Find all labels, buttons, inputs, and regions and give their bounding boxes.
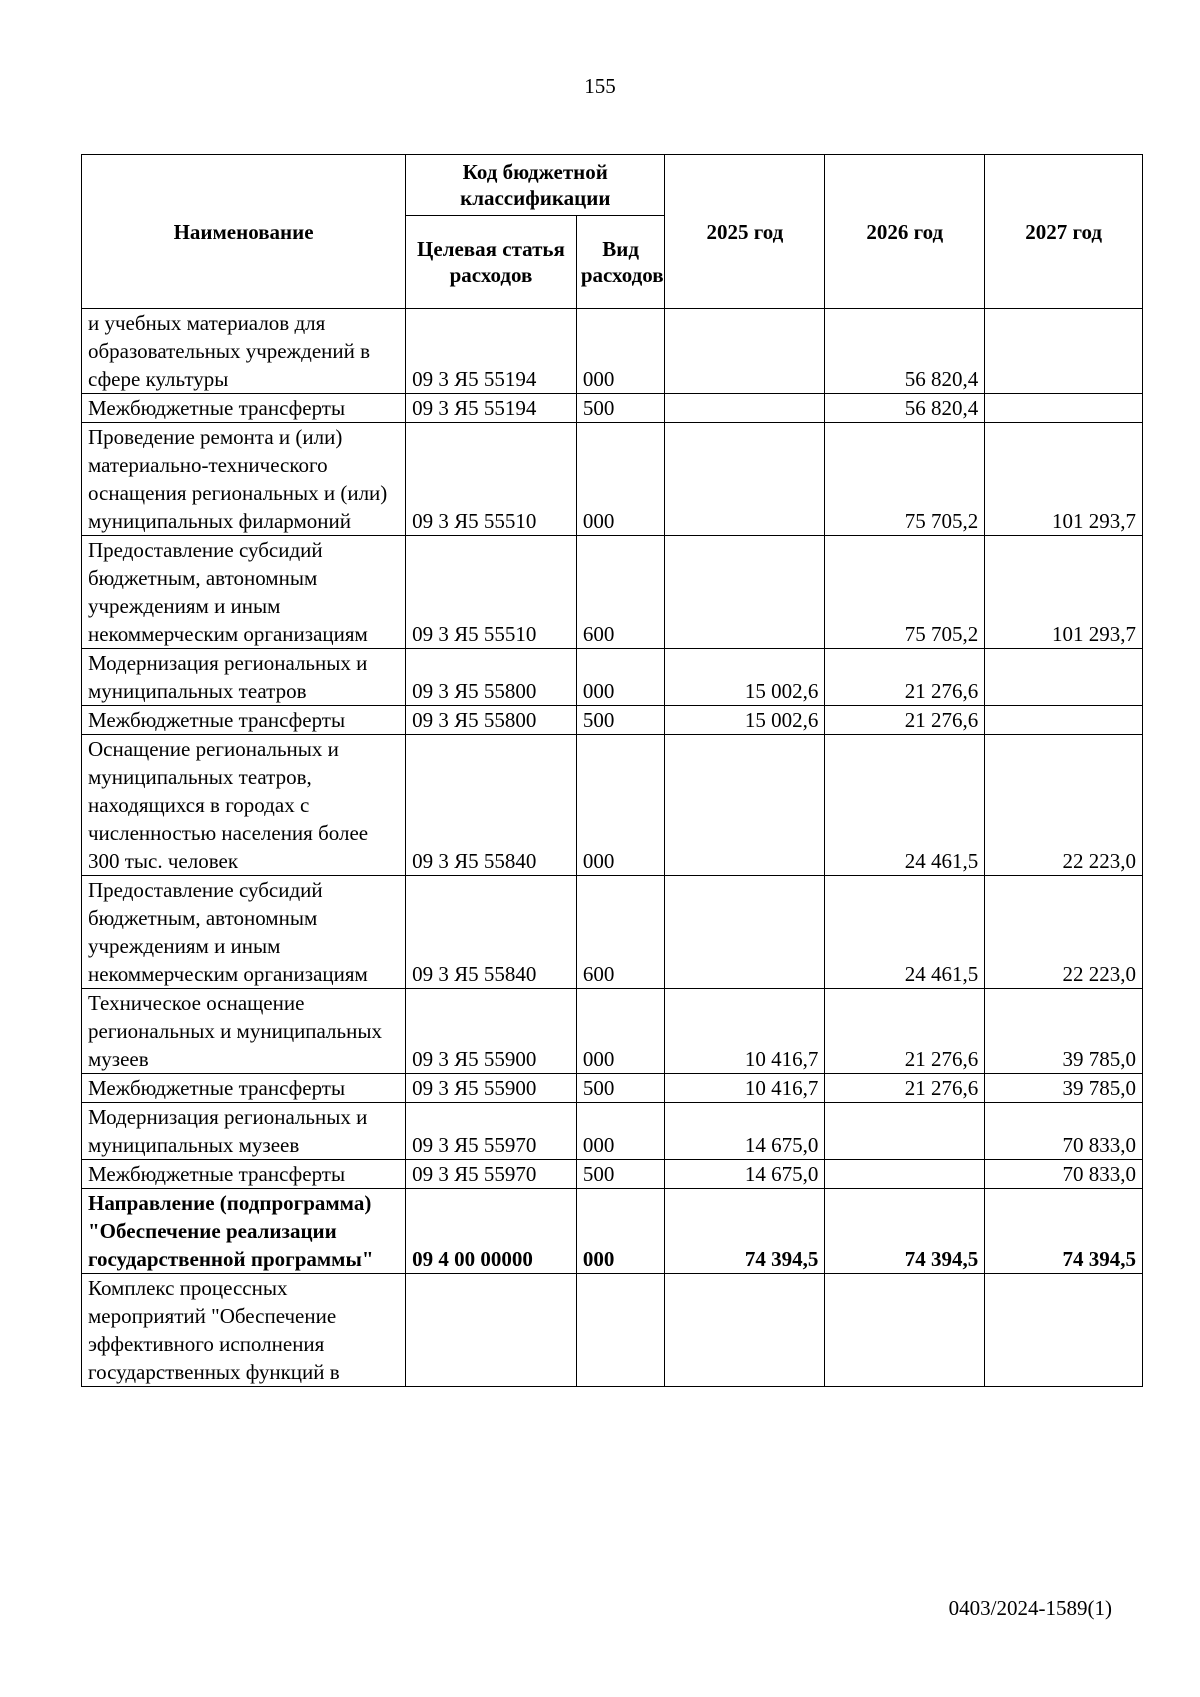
cell-expense-type: 500 [576,1074,665,1103]
cell-name: Направление (подпрограмма) "Обеспечение реализации государственной программы" [82,1189,406,1274]
cell-name: Межбюджетные трансферты [82,706,406,735]
cell-target-article: 09 4 00 00000 [406,1189,577,1274]
cell-2025: 14 675,0 [665,1160,825,1189]
table-row [82,309,1143,394]
cell-expense-type [576,1274,665,1387]
document-code: 0403/2024-1589(1) [948,1596,1112,1620]
cell-2026: 24 461,5 [825,876,985,989]
table-row [82,1103,1143,1160]
cell-target-article: 09 3 Я5 55900 [406,1074,577,1103]
cell-2027: 22 223,0 [985,735,1143,876]
cell-2026: 21 276,6 [825,706,985,735]
cell-expense-type: 500 [576,394,665,423]
cell-2026: 75 705,2 [825,423,985,536]
cell-2025 [665,876,825,989]
header-2027: 2027 год [985,155,1143,309]
cell-name: и учебных материалов для образовательных учреждений в сфере культуры [82,309,406,394]
cell-2027: 101 293,7 [985,423,1143,536]
cell-2026: 21 276,6 [825,649,985,706]
cell-target-article: 09 3 Я5 55510 [406,536,577,649]
cell-name: Предоставление субсидий бюджетным, автономным учреждениям и иным некоммерческим организациям [82,536,406,649]
cell-2026: 56 820,4 [825,394,985,423]
cell-2025: 14 675,0 [665,1103,825,1160]
table-row [82,394,1143,423]
table-row [82,876,1143,989]
table-header-row [82,155,1143,216]
page-number: 155 [584,74,616,98]
cell-2026: 24 461,5 [825,735,985,876]
cell-2025: 10 416,7 [665,989,825,1074]
table-row [82,536,1143,649]
cell-target-article: 09 3 Я5 55194 [406,394,577,423]
header-target-article: Целевая статья расходов [406,216,577,309]
cell-target-article: 09 3 Я5 55970 [406,1103,577,1160]
table-row [82,1189,1143,1274]
cell-2025 [665,536,825,649]
cell-name: Модернизация региональных и муниципальных театров [82,649,406,706]
header-kbk: Код бюджетной классификации [406,155,665,216]
cell-name: Предоставление субсидий бюджетным, автономным учреждениям и иным некоммерческим организациям [82,876,406,989]
cell-2027: 22 223,0 [985,876,1143,989]
cell-name: Техническое оснащение региональных и муниципальных музеев [82,989,406,1074]
cell-2026 [825,1103,985,1160]
table-row [82,989,1143,1074]
table-row [82,649,1143,706]
cell-2026 [825,1274,985,1387]
cell-expense-type: 000 [576,309,665,394]
cell-target-article: 09 3 Я5 55194 [406,309,577,394]
cell-2026: 21 276,6 [825,1074,985,1103]
cell-2025: 15 002,6 [665,706,825,735]
cell-2026 [825,1160,985,1189]
table-row [82,1074,1143,1103]
cell-2027: 101 293,7 [985,536,1143,649]
cell-expense-type: 600 [576,876,665,989]
cell-2027: 70 833,0 [985,1160,1143,1189]
cell-2027 [985,649,1143,706]
cell-name: Проведение ремонта и (или) материально-технического оснащения региональных и (или) муниципальных филармоний [82,423,406,536]
cell-2026: 75 705,2 [825,536,985,649]
cell-2027 [985,706,1143,735]
cell-target-article: 09 3 Я5 55970 [406,1160,577,1189]
cell-2025: 10 416,7 [665,1074,825,1103]
cell-2025 [665,423,825,536]
cell-2027 [985,394,1143,423]
cell-2026: 74 394,5 [825,1189,985,1274]
table-row [82,1274,1143,1387]
table-row [82,1160,1143,1189]
header-2025: 2025 год [665,155,825,309]
table-row [82,423,1143,536]
cell-name: Межбюджетные трансферты [82,1160,406,1189]
header-2026: 2026 год [825,155,985,309]
cell-target-article: 09 3 Я5 55510 [406,423,577,536]
cell-2027 [985,309,1143,394]
cell-target-article: 09 3 Я5 55840 [406,876,577,989]
cell-2025 [665,735,825,876]
cell-2025 [665,309,825,394]
cell-expense-type: 000 [576,423,665,536]
cell-target-article: 09 3 Я5 55800 [406,706,577,735]
cell-expense-type: 000 [576,649,665,706]
cell-2026: 21 276,6 [825,989,985,1074]
cell-2025 [665,1274,825,1387]
cell-2027: 74 394,5 [985,1189,1143,1274]
cell-name: Комплекс процессных мероприятий "Обеспечение эффективного исполнения государственных функций в [82,1274,406,1387]
cell-2025 [665,394,825,423]
cell-2025: 74 394,5 [665,1189,825,1274]
cell-name: Оснащение региональных и муниципальных театров, находящихся в городах с численностью населения более 300 тыс. человек [82,735,406,876]
cell-expense-type: 000 [576,989,665,1074]
cell-2026: 56 820,4 [825,309,985,394]
cell-2027: 70 833,0 [985,1103,1143,1160]
table-row [82,706,1143,735]
header-name: Наименование [82,155,406,309]
budget-table [81,154,1143,1387]
cell-target-article: 09 3 Я5 55900 [406,989,577,1074]
cell-2027: 39 785,0 [985,989,1143,1074]
cell-target-article: 09 3 Я5 55840 [406,735,577,876]
cell-2027 [985,1274,1143,1387]
cell-name: Модернизация региональных и муниципальных музеев [82,1103,406,1160]
cell-target-article [406,1274,577,1387]
cell-name: Межбюджетные трансферты [82,1074,406,1103]
cell-expense-type: 000 [576,735,665,876]
cell-name: Межбюджетные трансферты [82,394,406,423]
cell-expense-type: 000 [576,1103,665,1160]
cell-target-article: 09 3 Я5 55800 [406,649,577,706]
cell-2025: 15 002,6 [665,649,825,706]
table-body [82,309,1143,1387]
cell-expense-type: 000 [576,1189,665,1274]
cell-expense-type: 500 [576,1160,665,1189]
cell-expense-type: 600 [576,536,665,649]
table-row [82,735,1143,876]
header-expense-type: Вид расходов [576,216,665,309]
cell-2027: 39 785,0 [985,1074,1143,1103]
cell-expense-type: 500 [576,706,665,735]
